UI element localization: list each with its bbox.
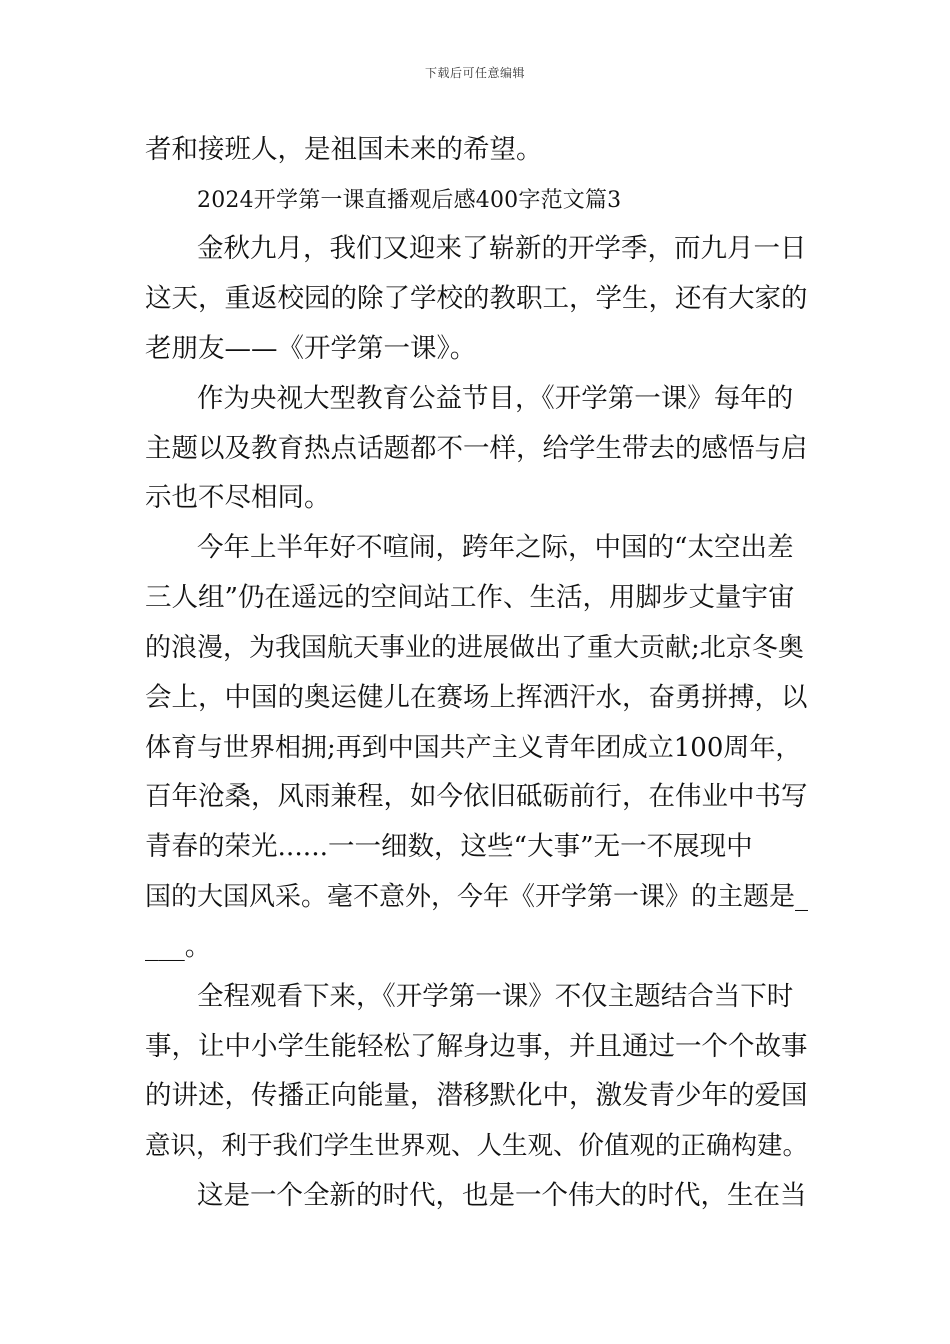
- text-line: 主题以及教育热点话题都不一样，给学生带去的感悟与启: [145, 433, 808, 464]
- text-line: ___。: [145, 931, 212, 962]
- text-line: 的讲述，传播正向能量，潜移默化中，激发青少年的爱国: [145, 1080, 808, 1111]
- text-line: 百年沧桑，风雨兼程，如今依旧砥砺前行，在伟业中书写: [145, 781, 808, 812]
- text-line: 这天，重返校园的除了学校的教职工，学生，还有大家的: [145, 283, 808, 314]
- section-heading: 2024开学第一课直播观后感400字范文篇3: [197, 188, 622, 213]
- text-line: 全程观看下来，《开学第一课》不仅主题结合当下时: [197, 981, 794, 1012]
- text-line: 国的大国风采。毫不意外，今年《开学第一课》的主题是_: [145, 882, 809, 912]
- text-line: 体育与世界相拥;再到中国共产主义青年团成立100周年，: [145, 733, 802, 763]
- text-line: 者和接班人，是祖国未来的希望。: [145, 134, 543, 165]
- page-header-note: 下载后可任意编辑: [424, 66, 525, 80]
- text-line: 老朋友——《开学第一课》。: [145, 333, 477, 364]
- text-line: 会上，中国的奥运健儿在赛场上挥洒汗水，奋勇拼搏，以: [145, 682, 808, 713]
- text-line: 三人组”仍在遥远的空间站工作、生活，用脚步丈量宇宙: [145, 582, 795, 613]
- text-line: 青春的荣光......一一细数，这些“大事”无一不展现中: [145, 831, 753, 862]
- text-line: 示也不尽相同。: [145, 482, 331, 513]
- text-line: 今年上半年好不喧闹，跨年之际，中国的“太空出差: [197, 532, 794, 563]
- text-line: 这是一个全新的时代，也是一个伟大的时代，生在当: [197, 1180, 807, 1211]
- text-line: 事，让中小学生能轻松了解身边事，并且通过一个个故事: [145, 1031, 808, 1062]
- text-line: 意识，利于我们学生世界观、人生观、价值观的正确构建。: [145, 1131, 809, 1161]
- text-line: 作为央视大型教育公益节目，《开学第一课》每年的: [197, 383, 794, 414]
- text-line: 金秋九月，我们又迎来了崭新的开学季，而九月一日: [197, 233, 807, 264]
- text-line: 的浪漫，为我国航天事业的进展做出了重大贡献;北京冬奥: [145, 633, 804, 663]
